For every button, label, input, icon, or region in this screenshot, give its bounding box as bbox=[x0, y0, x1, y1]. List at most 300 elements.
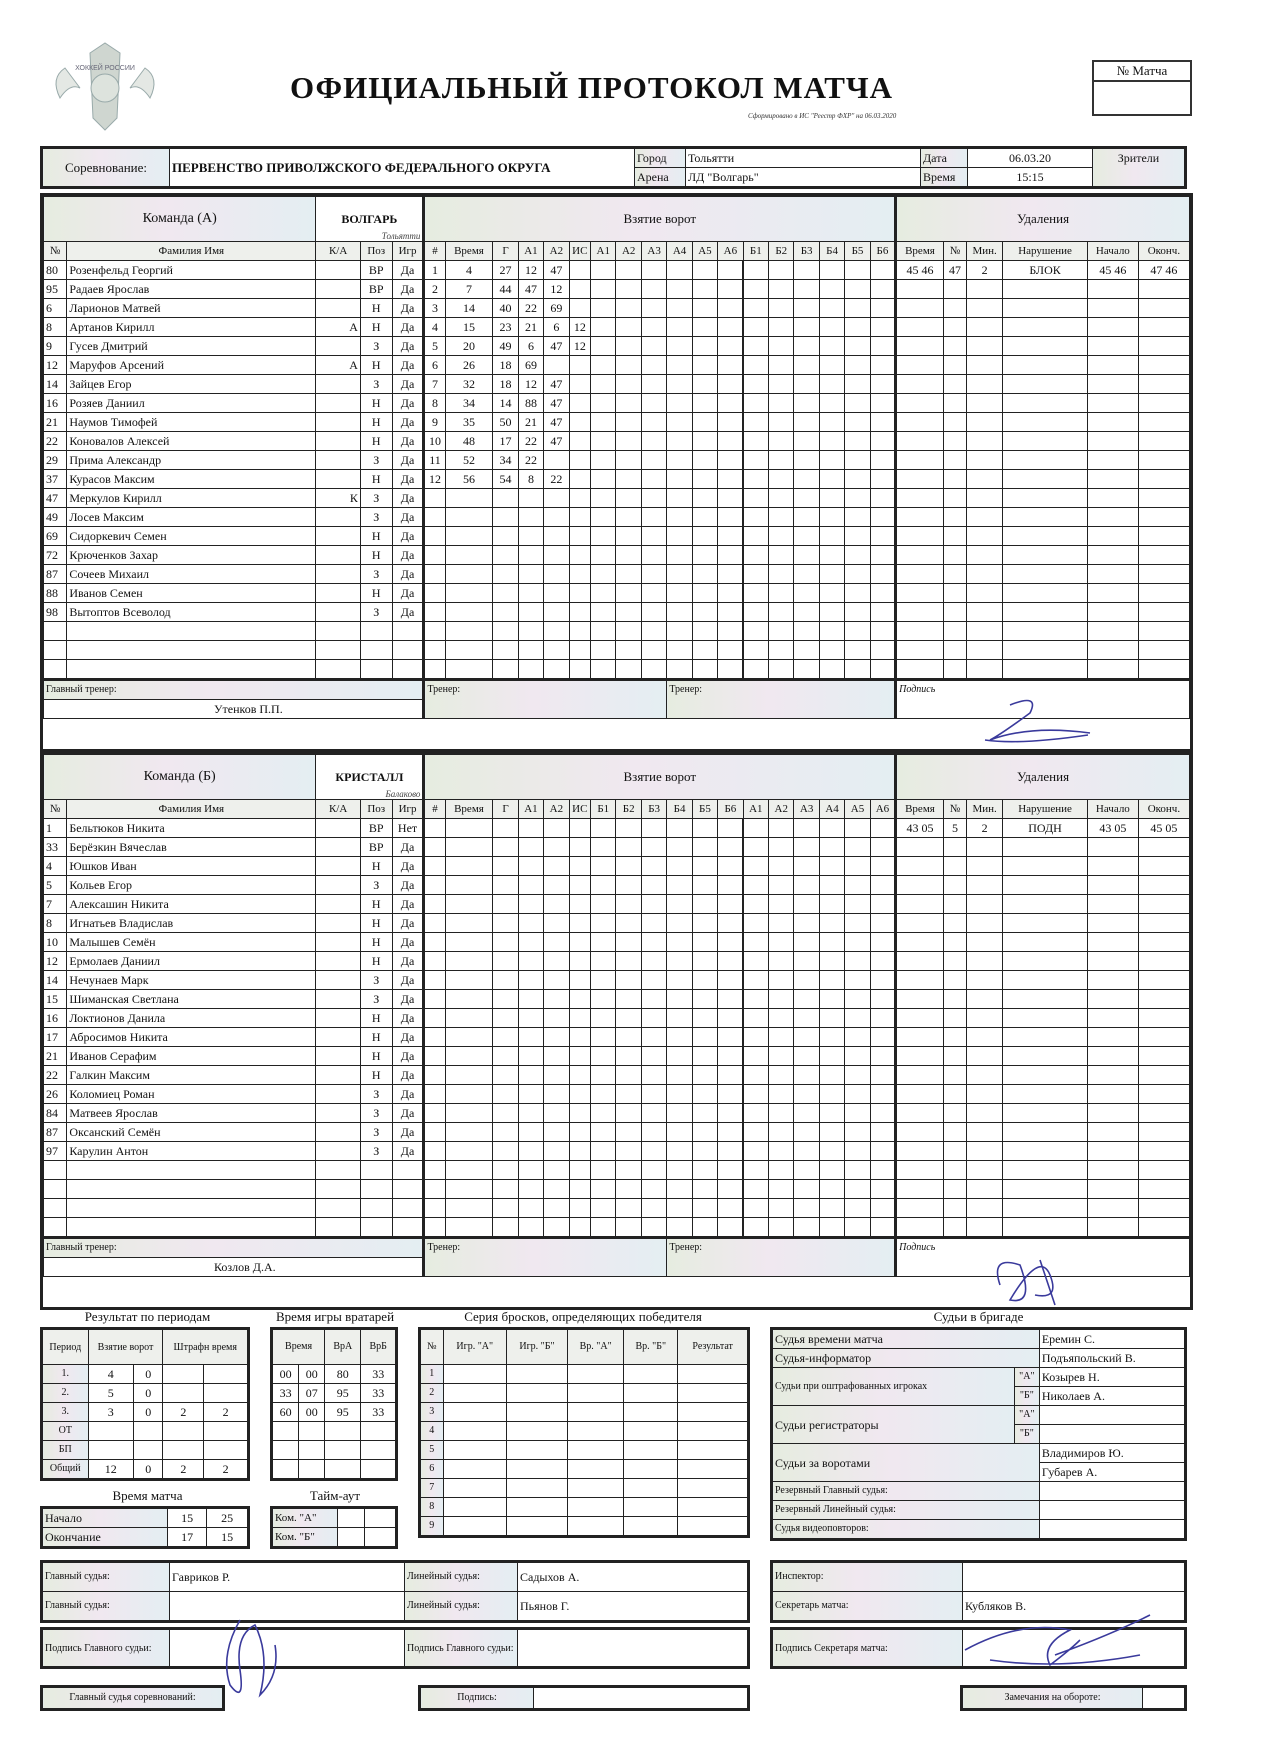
onice-cell bbox=[667, 280, 692, 299]
onice-cell bbox=[667, 660, 692, 680]
onice-cell bbox=[641, 451, 666, 470]
goal-assist2 bbox=[569, 1085, 590, 1104]
onice-cell bbox=[591, 261, 616, 280]
goal-assist2 bbox=[569, 356, 590, 375]
player-name: Галкин Максим bbox=[67, 1066, 316, 1085]
onice-cell bbox=[641, 1142, 666, 1161]
roster-row bbox=[44, 1104, 1190, 1123]
team_a-roster-table bbox=[43, 196, 1190, 719]
goalie-a-header: ВрА bbox=[325, 1329, 361, 1365]
roster-row bbox=[44, 603, 1190, 622]
onice-cell bbox=[718, 299, 743, 318]
player-position: З bbox=[360, 375, 392, 394]
roster-row bbox=[44, 1085, 1190, 1104]
pen-start bbox=[1087, 584, 1138, 603]
onice-cell bbox=[769, 1199, 794, 1218]
pen-end bbox=[1138, 318, 1189, 337]
player-number: 1 bbox=[44, 819, 67, 838]
onice-cell bbox=[794, 819, 819, 838]
onice-cell bbox=[718, 641, 743, 660]
onice-cell bbox=[692, 660, 717, 680]
player-role bbox=[316, 641, 361, 660]
goal-second bbox=[493, 914, 518, 933]
onice-cell bbox=[870, 914, 895, 933]
pen-end bbox=[1138, 1123, 1189, 1142]
onice-cell bbox=[667, 1123, 692, 1142]
onice-cell bbox=[667, 933, 692, 952]
reserve-main-label: Резервный Главный судья: bbox=[772, 1482, 1040, 1501]
roster-row bbox=[44, 375, 1190, 394]
timeout-table bbox=[270, 1506, 398, 1549]
roster-row bbox=[44, 819, 1190, 838]
onice-cell bbox=[641, 622, 666, 641]
goalie-min: 60 bbox=[272, 1403, 299, 1422]
player-role bbox=[316, 971, 361, 990]
shootout-num: 7 bbox=[420, 1479, 444, 1498]
goal-minute bbox=[445, 565, 493, 584]
roster-row bbox=[44, 432, 1190, 451]
onice-cell bbox=[769, 1180, 794, 1199]
goal-second bbox=[493, 895, 518, 914]
goal-number bbox=[424, 971, 445, 990]
player-role bbox=[316, 451, 361, 470]
player-name bbox=[67, 660, 316, 680]
onice-cell bbox=[616, 413, 641, 432]
onice-cell bbox=[794, 895, 819, 914]
onice-cell bbox=[819, 432, 844, 451]
pen-time bbox=[896, 337, 944, 356]
onice-cell bbox=[718, 876, 743, 895]
goal-minute bbox=[445, 1047, 493, 1066]
shootout-cell bbox=[506, 1384, 567, 1403]
onice-cell bbox=[667, 546, 692, 565]
goal-assist1 bbox=[544, 1199, 569, 1218]
pen-min-header: Мин. bbox=[967, 800, 1003, 819]
pen-time bbox=[896, 280, 944, 299]
goal-scorer bbox=[518, 1066, 543, 1085]
player-role bbox=[316, 337, 361, 356]
pen-end-header: Оконч. bbox=[1138, 800, 1189, 819]
onice-cell bbox=[794, 933, 819, 952]
onice-cell bbox=[591, 1123, 616, 1142]
pen-end bbox=[1138, 565, 1189, 584]
goal-assist1 bbox=[544, 584, 569, 603]
player-number: 88 bbox=[44, 584, 67, 603]
onice-cell bbox=[743, 641, 768, 660]
onice-cell bbox=[591, 356, 616, 375]
match-number-box[interactable] bbox=[1092, 60, 1192, 116]
pen-start bbox=[1087, 356, 1138, 375]
onice-cell bbox=[667, 413, 692, 432]
onice-cell bbox=[692, 1199, 717, 1218]
roster-row bbox=[44, 876, 1190, 895]
onice-cell bbox=[819, 1104, 844, 1123]
periods-title: Результат по периодам bbox=[84, 1309, 211, 1324]
player-name: Прима Александр bbox=[67, 451, 316, 470]
team-name bbox=[316, 197, 424, 242]
onice-cell bbox=[794, 1104, 819, 1123]
onice-cell bbox=[616, 584, 641, 603]
chief-judge-box bbox=[40, 1685, 225, 1711]
player-role bbox=[316, 565, 361, 584]
onice-cell bbox=[641, 971, 666, 990]
onice-cell bbox=[667, 337, 692, 356]
player-played: Нет bbox=[392, 819, 424, 838]
goal-assist1 bbox=[544, 356, 569, 375]
pen-minutes bbox=[967, 1047, 1003, 1066]
onice-cell bbox=[743, 990, 768, 1009]
shootout-cell bbox=[506, 1479, 567, 1498]
onice-cell bbox=[718, 337, 743, 356]
pen-end bbox=[1138, 603, 1189, 622]
onice-cell bbox=[794, 1142, 819, 1161]
shootout-cell bbox=[624, 1441, 678, 1460]
pen-start-header: Начало bbox=[1087, 800, 1138, 819]
pen-time bbox=[896, 952, 944, 971]
pen-end-header: Оконч. bbox=[1138, 242, 1189, 261]
goal-number bbox=[424, 1218, 445, 1238]
onice-cell bbox=[794, 299, 819, 318]
sign-box bbox=[418, 1685, 750, 1711]
goal-minute: 26 bbox=[445, 356, 493, 375]
goalie-sec: 00 bbox=[299, 1403, 325, 1422]
goal-scorer bbox=[518, 1218, 543, 1238]
pen-violation bbox=[1003, 432, 1088, 451]
head-coach-label: Главный тренер: bbox=[44, 1238, 424, 1258]
goal-assist2 bbox=[569, 1028, 590, 1047]
player-name: Малышев Семён bbox=[67, 933, 316, 952]
player-number: 16 bbox=[44, 394, 67, 413]
pen-player bbox=[943, 356, 966, 375]
player-name: Игнатьев Владислав bbox=[67, 914, 316, 933]
onice-cell bbox=[692, 838, 717, 857]
goal-assist1 bbox=[544, 451, 569, 470]
goal-scorer bbox=[518, 857, 543, 876]
goal-number: 8 bbox=[424, 394, 445, 413]
player-number: 69 bbox=[44, 527, 67, 546]
line-judge1-label: Линейный судья: bbox=[405, 1562, 518, 1592]
onice-cell bbox=[591, 933, 616, 952]
goal-minute bbox=[445, 857, 493, 876]
shootout-header: Вр. "Б" bbox=[624, 1329, 678, 1365]
goal-minute bbox=[445, 1199, 493, 1218]
goal-second: 27 bbox=[493, 261, 518, 280]
goal-number bbox=[424, 622, 445, 641]
goal-assist2 bbox=[569, 857, 590, 876]
onice-cell bbox=[641, 280, 666, 299]
goal-judge-a: Владимиров Ю. bbox=[1039, 1444, 1185, 1463]
onice-cell bbox=[819, 356, 844, 375]
goal-assist2 bbox=[569, 1180, 590, 1199]
goalie-min: 00 bbox=[272, 1365, 299, 1384]
pen-minutes bbox=[967, 1085, 1003, 1104]
pen-end bbox=[1138, 622, 1189, 641]
roster-row bbox=[44, 660, 1190, 680]
onice-cell bbox=[692, 914, 717, 933]
goal-second bbox=[493, 489, 518, 508]
pen-player bbox=[943, 622, 966, 641]
onice-cell bbox=[692, 470, 717, 489]
goalie-time-header: Время bbox=[272, 1329, 325, 1365]
onice-cell bbox=[819, 1218, 844, 1238]
federation-logo bbox=[45, 38, 165, 138]
start-label: Начало bbox=[42, 1508, 168, 1528]
onice-cell bbox=[692, 1123, 717, 1142]
goal-assist2 bbox=[569, 660, 590, 680]
onice-cell bbox=[769, 394, 794, 413]
player-played: Да bbox=[392, 470, 424, 489]
shootout-cell bbox=[506, 1460, 567, 1479]
secretary-signature bbox=[960, 1595, 1160, 1675]
goal-second bbox=[493, 1047, 518, 1066]
shootout-cell bbox=[443, 1422, 506, 1441]
goal-scorer bbox=[518, 622, 543, 641]
player-number: 72 bbox=[44, 546, 67, 565]
pen-time bbox=[896, 1085, 944, 1104]
pen-start bbox=[1087, 280, 1138, 299]
inspector-label: Инспектор: bbox=[772, 1562, 963, 1592]
pen-player: 47 bbox=[943, 261, 966, 280]
pen-player bbox=[943, 914, 966, 933]
onice-cell bbox=[794, 318, 819, 337]
onice-header: А2 bbox=[769, 800, 794, 819]
pen-judges-label: Судьи при оштрафованных игроках bbox=[772, 1368, 1015, 1406]
onice-cell bbox=[845, 527, 870, 546]
onice-cell bbox=[667, 470, 692, 489]
col-no-header: № bbox=[44, 242, 67, 261]
onice-cell bbox=[769, 857, 794, 876]
onice-cell bbox=[845, 641, 870, 660]
goal-assist1: 47 bbox=[544, 375, 569, 394]
pen-time-sec: 46 bbox=[921, 263, 934, 277]
goal-assist2 bbox=[569, 876, 590, 895]
pen-player bbox=[943, 1009, 966, 1028]
time-label: Время bbox=[921, 168, 968, 188]
player-played: Да bbox=[392, 857, 424, 876]
onice-cell bbox=[845, 394, 870, 413]
player-position: Н bbox=[360, 857, 392, 876]
player-role bbox=[316, 432, 361, 451]
goal-minute bbox=[445, 527, 493, 546]
pen-time bbox=[896, 451, 944, 470]
pen-end-sec: 05 bbox=[1165, 821, 1178, 835]
player-position: Н bbox=[360, 470, 392, 489]
competition-label: Соревнование: bbox=[42, 148, 170, 188]
onice-cell bbox=[769, 819, 794, 838]
onice-cell bbox=[591, 1028, 616, 1047]
pen-minutes bbox=[967, 356, 1003, 375]
period-goals-b bbox=[134, 1422, 163, 1441]
reg-tag-b: "Б" bbox=[1014, 1425, 1039, 1444]
pen-violation bbox=[1003, 1104, 1088, 1123]
pen-start bbox=[1087, 603, 1138, 622]
onice-cell bbox=[845, 933, 870, 952]
player-name: Розяев Даниил bbox=[67, 394, 316, 413]
shootout-cell bbox=[678, 1384, 749, 1403]
shootout-cell bbox=[443, 1460, 506, 1479]
onice-cell bbox=[870, 1218, 895, 1238]
shootout-table bbox=[418, 1327, 750, 1538]
onice-cell bbox=[616, 1028, 641, 1047]
onice-header: А1 bbox=[743, 800, 768, 819]
col-play-header: Игр bbox=[392, 800, 424, 819]
player-number: 5 bbox=[44, 876, 67, 895]
pen-start bbox=[1087, 952, 1138, 971]
pen-time bbox=[896, 432, 944, 451]
goal-number bbox=[424, 952, 445, 971]
goal-scorer bbox=[518, 1047, 543, 1066]
goalie-b bbox=[361, 1441, 397, 1460]
onice-cell bbox=[641, 1085, 666, 1104]
pen-minutes bbox=[967, 857, 1003, 876]
pen-time bbox=[896, 641, 944, 660]
player-name: Оксанский Семён bbox=[67, 1123, 316, 1142]
player-position: З bbox=[360, 603, 392, 622]
player-position: З bbox=[360, 1104, 392, 1123]
goal-assist1 bbox=[544, 857, 569, 876]
onice-cell bbox=[769, 933, 794, 952]
pen-player bbox=[943, 280, 966, 299]
pen-time bbox=[896, 299, 944, 318]
goalie-min bbox=[272, 1441, 299, 1460]
goal-minute bbox=[445, 819, 493, 838]
pen-violation bbox=[1003, 280, 1088, 299]
onice-cell bbox=[769, 990, 794, 1009]
goal-scorer bbox=[518, 660, 543, 680]
pen-start bbox=[1087, 527, 1138, 546]
onice-cell bbox=[718, 432, 743, 451]
pen-end bbox=[1138, 527, 1189, 546]
onice-cell bbox=[769, 546, 794, 565]
goal-scorer: 22 bbox=[518, 451, 543, 470]
onice-cell bbox=[845, 1218, 870, 1238]
pen-judge-b: Николаев А. bbox=[1039, 1387, 1185, 1406]
onice-cell bbox=[616, 952, 641, 971]
onice-cell bbox=[845, 1123, 870, 1142]
goalie-min bbox=[272, 1460, 299, 1480]
goalie-a bbox=[325, 1422, 361, 1441]
onice-cell bbox=[591, 565, 616, 584]
onice-cell bbox=[870, 641, 895, 660]
pen-violation bbox=[1003, 641, 1088, 660]
player-played: Да bbox=[392, 990, 424, 1009]
pen-start bbox=[1087, 1066, 1138, 1085]
onice-cell bbox=[591, 1066, 616, 1085]
goal-minute bbox=[445, 1142, 493, 1161]
onice-cell bbox=[794, 489, 819, 508]
roster-row bbox=[44, 895, 1190, 914]
period-goals-a: 4 bbox=[88, 1365, 133, 1384]
onice-cell bbox=[769, 489, 794, 508]
goalie-sec: 07 bbox=[299, 1384, 325, 1403]
player-position: Н bbox=[360, 318, 392, 337]
pen-violation bbox=[1003, 299, 1088, 318]
onice-cell bbox=[667, 838, 692, 857]
goal-scorer bbox=[518, 489, 543, 508]
onice-cell bbox=[718, 1123, 743, 1142]
onice-cell bbox=[743, 876, 768, 895]
onice-cell bbox=[641, 603, 666, 622]
pen-minutes bbox=[967, 838, 1003, 857]
roster-row bbox=[44, 584, 1190, 603]
goal-scorer bbox=[518, 1085, 543, 1104]
onice-cell bbox=[591, 394, 616, 413]
player-position: З bbox=[360, 508, 392, 527]
player-name: Абросимов Никита bbox=[67, 1028, 316, 1047]
onice-cell bbox=[616, 933, 641, 952]
goal-second bbox=[493, 641, 518, 660]
onice-cell bbox=[845, 299, 870, 318]
player-position: Н bbox=[360, 584, 392, 603]
goalie-a: 95 bbox=[325, 1403, 361, 1422]
player-position: З bbox=[360, 1123, 392, 1142]
onice-cell bbox=[718, 1028, 743, 1047]
onice-cell bbox=[692, 1085, 717, 1104]
period-goals-b: 0 bbox=[134, 1365, 163, 1384]
onice-cell bbox=[692, 622, 717, 641]
pen-violation bbox=[1003, 584, 1088, 603]
shootout-cell bbox=[678, 1365, 749, 1384]
player-position: З bbox=[360, 876, 392, 895]
player-position: Н bbox=[360, 952, 392, 971]
pen-start bbox=[1087, 857, 1138, 876]
roster-row bbox=[44, 1218, 1190, 1238]
onice-cell bbox=[692, 990, 717, 1009]
pen-end bbox=[1138, 280, 1189, 299]
player-played: Да bbox=[392, 895, 424, 914]
onice-cell bbox=[692, 952, 717, 971]
period-goals-a: 5 bbox=[88, 1384, 133, 1403]
player-role bbox=[316, 622, 361, 641]
onice-cell bbox=[769, 622, 794, 641]
player-name: Берёзкин Вячеслав bbox=[67, 838, 316, 857]
generated-note: Сформировано в ИС "Реестр ФХР" на 06.03.2020 bbox=[748, 112, 897, 120]
referees-title: Судьи в бригаде bbox=[933, 1309, 1024, 1324]
onice-cell bbox=[870, 1123, 895, 1142]
goal-scorer bbox=[518, 641, 543, 660]
match-number-label: № Матча bbox=[1094, 62, 1190, 82]
period-pen-b bbox=[204, 1441, 249, 1460]
pen-start bbox=[1087, 895, 1138, 914]
secretary-label: Секретарь матча: bbox=[772, 1592, 963, 1622]
goalie-a: 95 bbox=[325, 1384, 361, 1403]
roster-row bbox=[44, 318, 1190, 337]
pen-start bbox=[1087, 451, 1138, 470]
sign-label: Подпись: bbox=[420, 1687, 534, 1710]
onice-cell bbox=[769, 470, 794, 489]
onice-cell bbox=[794, 914, 819, 933]
player-name: Шиманская Светлана bbox=[67, 990, 316, 1009]
goal-scorer bbox=[518, 584, 543, 603]
onice-cell bbox=[794, 394, 819, 413]
onice-cell bbox=[769, 1047, 794, 1066]
onice-cell bbox=[743, 394, 768, 413]
onice-cell bbox=[667, 318, 692, 337]
player-played: Да bbox=[392, 394, 424, 413]
onice-cell bbox=[794, 413, 819, 432]
onice-cell bbox=[870, 1199, 895, 1218]
onice-cell bbox=[641, 952, 666, 971]
shootout-cell bbox=[506, 1403, 567, 1422]
onice-cell bbox=[718, 1047, 743, 1066]
player-role bbox=[316, 1085, 361, 1104]
onice-cell bbox=[845, 876, 870, 895]
onice-cell bbox=[692, 432, 717, 451]
goal-number bbox=[424, 1009, 445, 1028]
player-number: 21 bbox=[44, 413, 67, 432]
roster-row bbox=[44, 914, 1190, 933]
pen-end bbox=[1138, 1047, 1189, 1066]
